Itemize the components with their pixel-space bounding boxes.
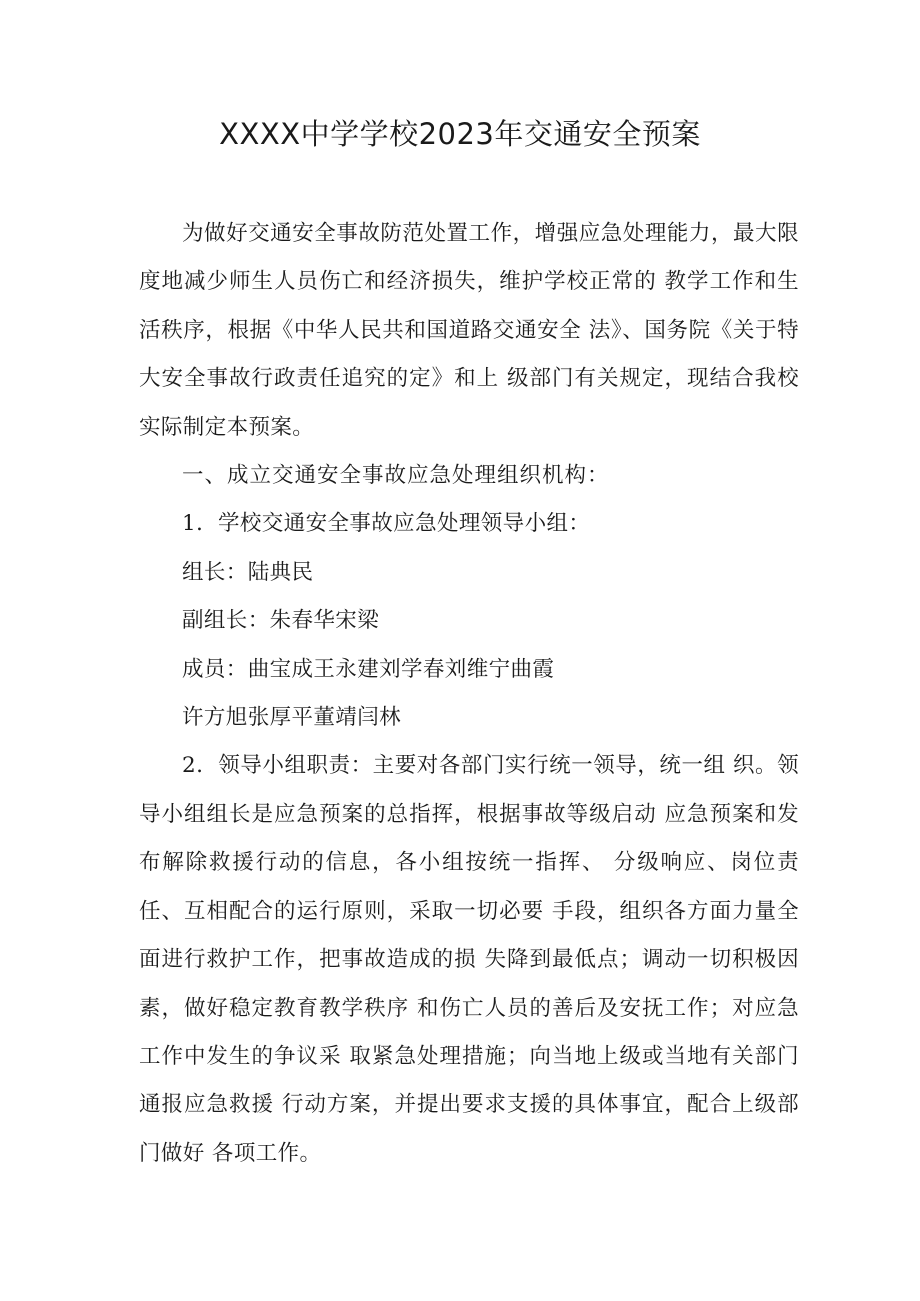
section-heading: 一、成立交通安全事故应急处理组织机构： [182,463,610,489]
leader-line: 组长：陆典民 [182,559,314,585]
intro-paragraph: 为做好交通安全事故防范处置工作，增强应急处理能力，最大限度地减少师生人员伤亡和经济损失，维护学校正常的 教学工作和生活秩序，根据《中华人民共和国道路交通安全 法》、国务院《关于特大安全事故行政责任追究的定》和上 级部门有关规定，现结合我校实际制定本预案。 [139,221,799,440]
members-line-2: 许方旭张厚平董靖闫林 [182,705,402,731]
item1-heading: 1．学校交通安全事故应急处理领导小组： [182,511,591,537]
document-title: XXXX中学学校2023年交通安全预案 [219,117,701,151]
members-line-1: 成员：曲宝成王永建刘学春刘维宁曲霞 [182,656,555,682]
deputy-line: 副组长：朱春华宋梁 [182,608,380,634]
document-body [139,210,799,1178]
item2-paragraph: 2．领导小组职责：主要对各部门实行统一领导，统一组 织。领导小组组长是应急预案的总指挥，根据事故等级启动 应急预案和发布解除救援行动的信息，各小组按统一指挥、 分级响应、岗位责任、互相配合的运行原则，采取一切必要 手段，组织各方面力量全面进行救护工作，把事故造成的损 失降到最低点；调动一切积极因素，做好稳定教育教学秩序 和伤亡人员的善后及安抚工作；对应急工作中发生的争议采 取紧急处理措施；向当地上级或当地有关部门通报应急救援 行动方案，并提出要求支援的具体事宜，配合上级部门做好 各项工作。 [139,753,799,1166]
